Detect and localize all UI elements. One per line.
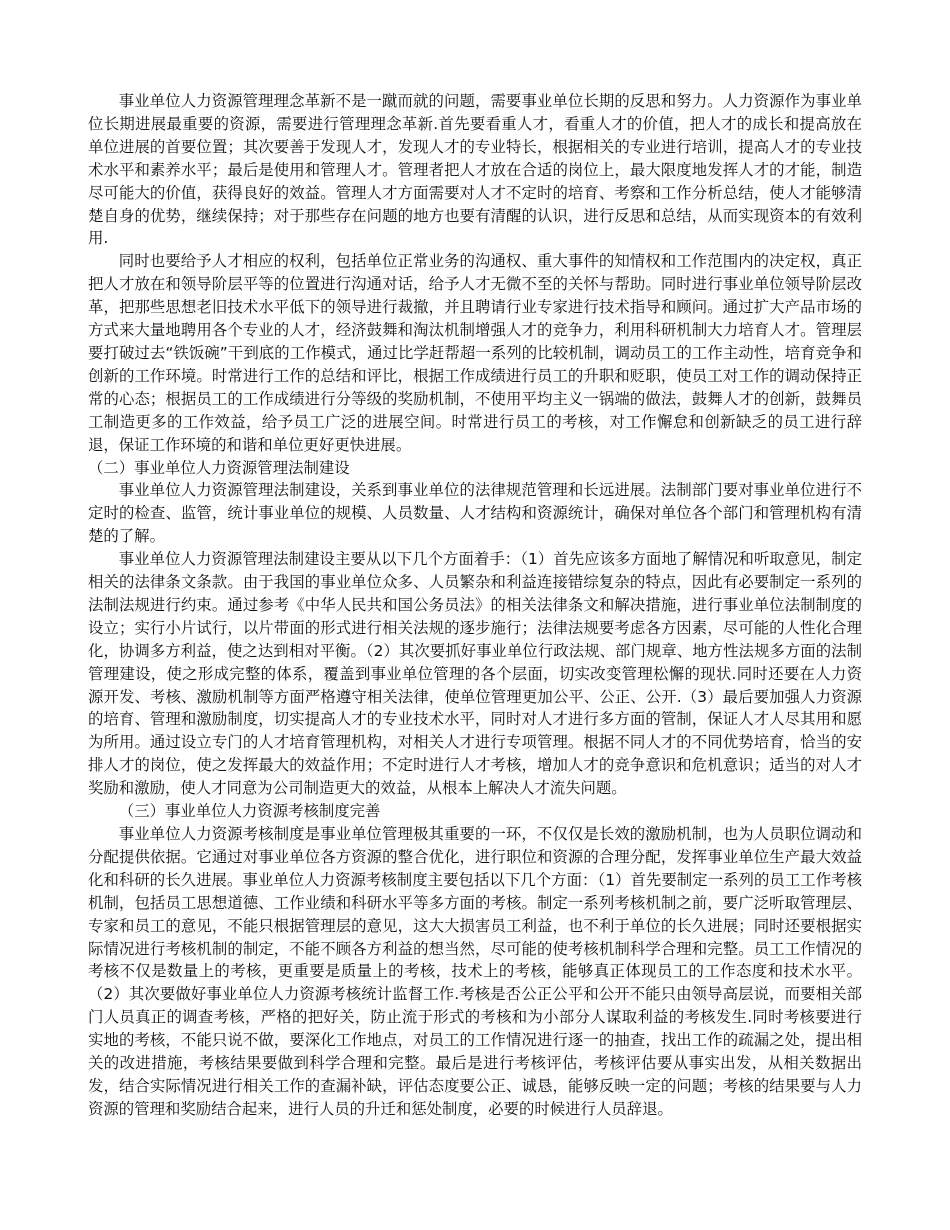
paragraph-legal-overview: 事业单位人力资源管理法制建设，关系到事业单位的法律规范管理和长远进展。法制部门要对事业单位进行不定时的检查、监管，统计事业单位的规模、人员数量、人才结构和资源统计，确保对单位各个部门和管理机构有清楚的了解。 [88, 481, 862, 546]
paragraph-management-concept: 事业单位人力资源管理理念革新不是一蹴而就的问题，需要事业单位长期的反思和努力。人力资源作为事业单位长期进展最重要的资源，需要进行管理理念革新.首先要看重人才，看重人才的价值，把人才的成长和提高放在单位进展的首要位置；其次要善于发现人才，发现人才的专业特长，根据相关的专业进行培训，提高人才的专业技术水平和素养水平；最后是使用和管理人才。管理者把人才放在合适的岗位上，最大限度地发挥人才的才能，制造尽可能大的价值，获得良好的效益。管理人才方面需要对人才不定时的培育、考察和工作分析总结，使人才能够清楚自身的优势，继续保持；对于那些存在问题的地方也要有清醒的认识，进行反思和总结，从而实现资本的有效利用. [88, 92, 862, 248]
paragraph-assessment-details: 事业单位人力资源考核制度是事业单位管理极其重要的一环，不仅仅是长效的激励机制，也为人员职位调动和分配提供依据。它通过对事业单位各方资源的整合优化，进行职位和资源的合理分配，发挥事业单位生产最大效益化和科研的长久进展。事业单位人力资源考核制度主要包括以下几个方面：（1）首先要制定一系列的员工工作考核机制，包括员工思想道德、工作业绩和科研水平等多方面的考核。制定一系列考核机制之前，要广泛听取管理层、专家和员工的意见，不能只根据管理层的意见，这大大损害员工利益，也不利于单位的长久进展；同时还要根据实际情况进行考核机制的制定，不能不顾各方利益的想当然，尽可能的使考核机制科学合理和完整。员工工作情况的考核不仅是数量上的考核，更重要是质量上的考核，技术上的考核，能够真正体现员工的工作态度和技术水平。（2）其次要做好事业单位人力资源考核统计监督工作.考核是否公正公平和公开不能只由领导高层说，而要相关部门人员真正的调查考核，严格的把好关，防止流于形式的考核和为小部分人谋取利益的考核发生.同时考核要进行实地的考核，不能只说不做，要深化工作地点，对员工的工作情况进行逐一的抽查，找出工作的疏漏之处，提出相关的改进措施，考核结果要做到科学合理和完整。最后是进行考核评估，考核评估要从事实出发，从相关数据出发，结合实际情况进行相关工作的查漏补缺，评估态度要公正、诚恳，能够反映一定的问题；考核的结果要与人力资源的管理和奖励结合起来，进行人员的升迁和惩处制度，必要的时候进行人员辞退。 [88, 825, 862, 1118]
section-heading-assessment-system: （三）事业单位人力资源考核制度完善 [118, 802, 381, 821]
paragraph-legal-measures: 事业单位人力资源管理法制建设主要从以下几个方面着手：（1）首先应该多方面地了解情况和听取意见，制定相关的法律条文条款。由于我国的事业单位众多、人员繁杂和利益连接错综复杂的特点，因此有必要制定一系列的法制法规进行约束。通过参考《中华人民共和国公务员法》的相关法律条文和解决措施，进行事业单位法制制度的设立；实行小片试行，以片带面的形式进行相关法规的逐步施行；法律法规要考虑各方因素，尽可能的人性化合理化，协调多方利益，使之达到相对平衡。（2）其次要抓好事业单位行政法规、部门规章、地方性法规多方面的法制管理建设，使之形成完整的体系，覆盖到事业单位管理的各个层面，切实改变管理松懈的现状.同时还要在人力资源开发、考核、激励机制等方面严格遵守相关法律，使单位管理更加公平、公正、公开.（3）最后要加强人力资源的培育、管理和激励制度，切实提高人才的专业技术水平，同时对人才进行多方面的管制，保证人才人尽其用和愿为所用。通过设立专门的人才培育管理机构，对相关人才进行专项管理。根据不同人才的不同优势培育，恰当的安排人才的岗位，使之发挥最大的效益作用；不定时进行人才考核，增加人才的竞争意识和危机意识；适当的对人才奖励和激励，使人才同意为公司制造更大的效益，从根本上解决人才流失问题。 [88, 550, 862, 798]
document-body [88, 90, 862, 1121]
paragraph-talent-rights: 同时也要给予人才相应的权利，包括单位正常业务的沟通权、重大事件的知情权和工作范围内的决定权，真正把人才放在和领导阶层平等的位置进行沟通对话，给予人才无微不至的关怀与帮助。同时进行事业单位领导阶层改革，把那些思想老旧技术水平低下的领导进行裁撤，并且聘请行业专家进行技术指导和顾问。通过扩大产品市场的方式来大量地聘用各个专业的人才，经济鼓舞和淘汰机制增强人才的竞争力，利用科研机制大力培育人才。管理层要打破过去“铁饭碗”干到底的工作模式，通过比学赶帮超一系列的比较机制，调动员工的工作主动性，培育竞争和创新的工作环境。时常进行工作的总结和评比，根据工作成绩进行员工的升职和贬职，使员工对工作的调动保持正常的心态；根据员工的工作成绩进行分等级的奖励机制，不使用平均主义一锅端的做法，鼓舞人才的创新，鼓舞员工制造更多的工作效益，给予员工广泛的进展空间。时常进行员工的考核，对工作懈怠和创新缺乏的员工进行辞退，保证工作环境的和谐和单位更好更快进展。 [88, 252, 862, 454]
section-heading-legal-construction: （二）事业单位人力资源管理法制建设 [88, 458, 350, 477]
